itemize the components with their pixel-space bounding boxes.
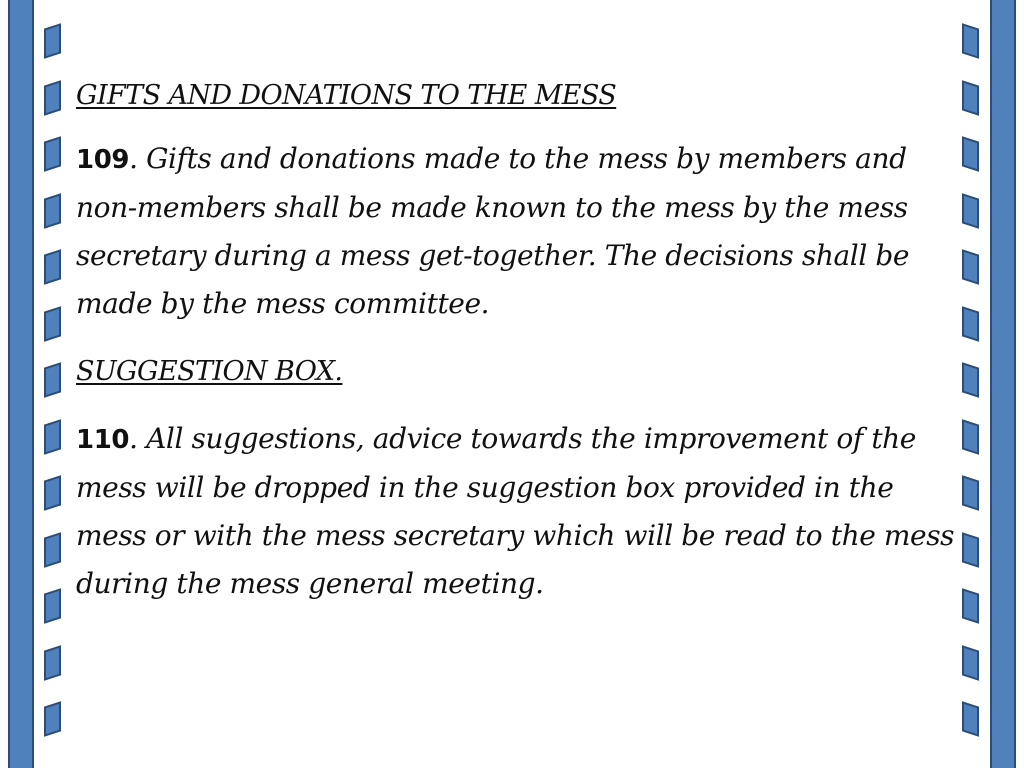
left-border-bar — [8, 0, 34, 768]
border-tab — [44, 80, 61, 116]
border-tab — [962, 362, 979, 398]
border-tab — [44, 306, 61, 342]
border-tab — [44, 419, 61, 455]
clause-109 — [76, 135, 956, 328]
section-heading-gifts: GIFTS AND DONATIONS TO THE MESS — [76, 80, 617, 111]
border-tab — [962, 532, 979, 568]
border-tab — [962, 306, 979, 342]
border-tab — [962, 475, 979, 511]
border-tab — [44, 249, 61, 285]
clause-separator: . — [129, 422, 138, 456]
border-tab — [44, 362, 61, 398]
border-tab — [962, 193, 979, 229]
border-tab — [962, 136, 979, 172]
clause-number: 110 — [76, 425, 130, 456]
border-tab — [44, 588, 61, 624]
border-tab — [962, 588, 979, 624]
border-tab — [44, 475, 61, 511]
clause-text: Gifts and donations made to the mess by members and non-members shall be made known to the mess by the mess secretary during a mess get-together. The decisions shall be made by the mess committee. — [76, 142, 910, 321]
document-body — [76, 78, 956, 608]
border-tab — [962, 419, 979, 455]
border-tab — [962, 701, 979, 737]
border-tab — [44, 23, 61, 59]
border-tab — [44, 136, 61, 172]
border-tab — [44, 701, 61, 737]
border-tab — [962, 80, 979, 116]
border-tab — [962, 645, 979, 681]
border-tab — [962, 249, 979, 285]
section-heading-suggestion-box: SUGGESTION BOX. — [76, 356, 343, 388]
border-tab — [44, 193, 61, 229]
right-border-bar — [990, 0, 1016, 768]
border-tab — [962, 23, 979, 59]
border-tab — [44, 532, 61, 568]
clause-number: 109 — [76, 145, 130, 176]
clause-separator: . — [129, 142, 138, 176]
clause-110 — [76, 415, 956, 608]
clause-text: All suggestions, advice towards the improvement of the mess will be dropped in the suggestion box provided in the mess or with the mess secretary which will be read to the mess during the mess general meeting. — [76, 422, 955, 601]
border-tab — [44, 645, 61, 681]
